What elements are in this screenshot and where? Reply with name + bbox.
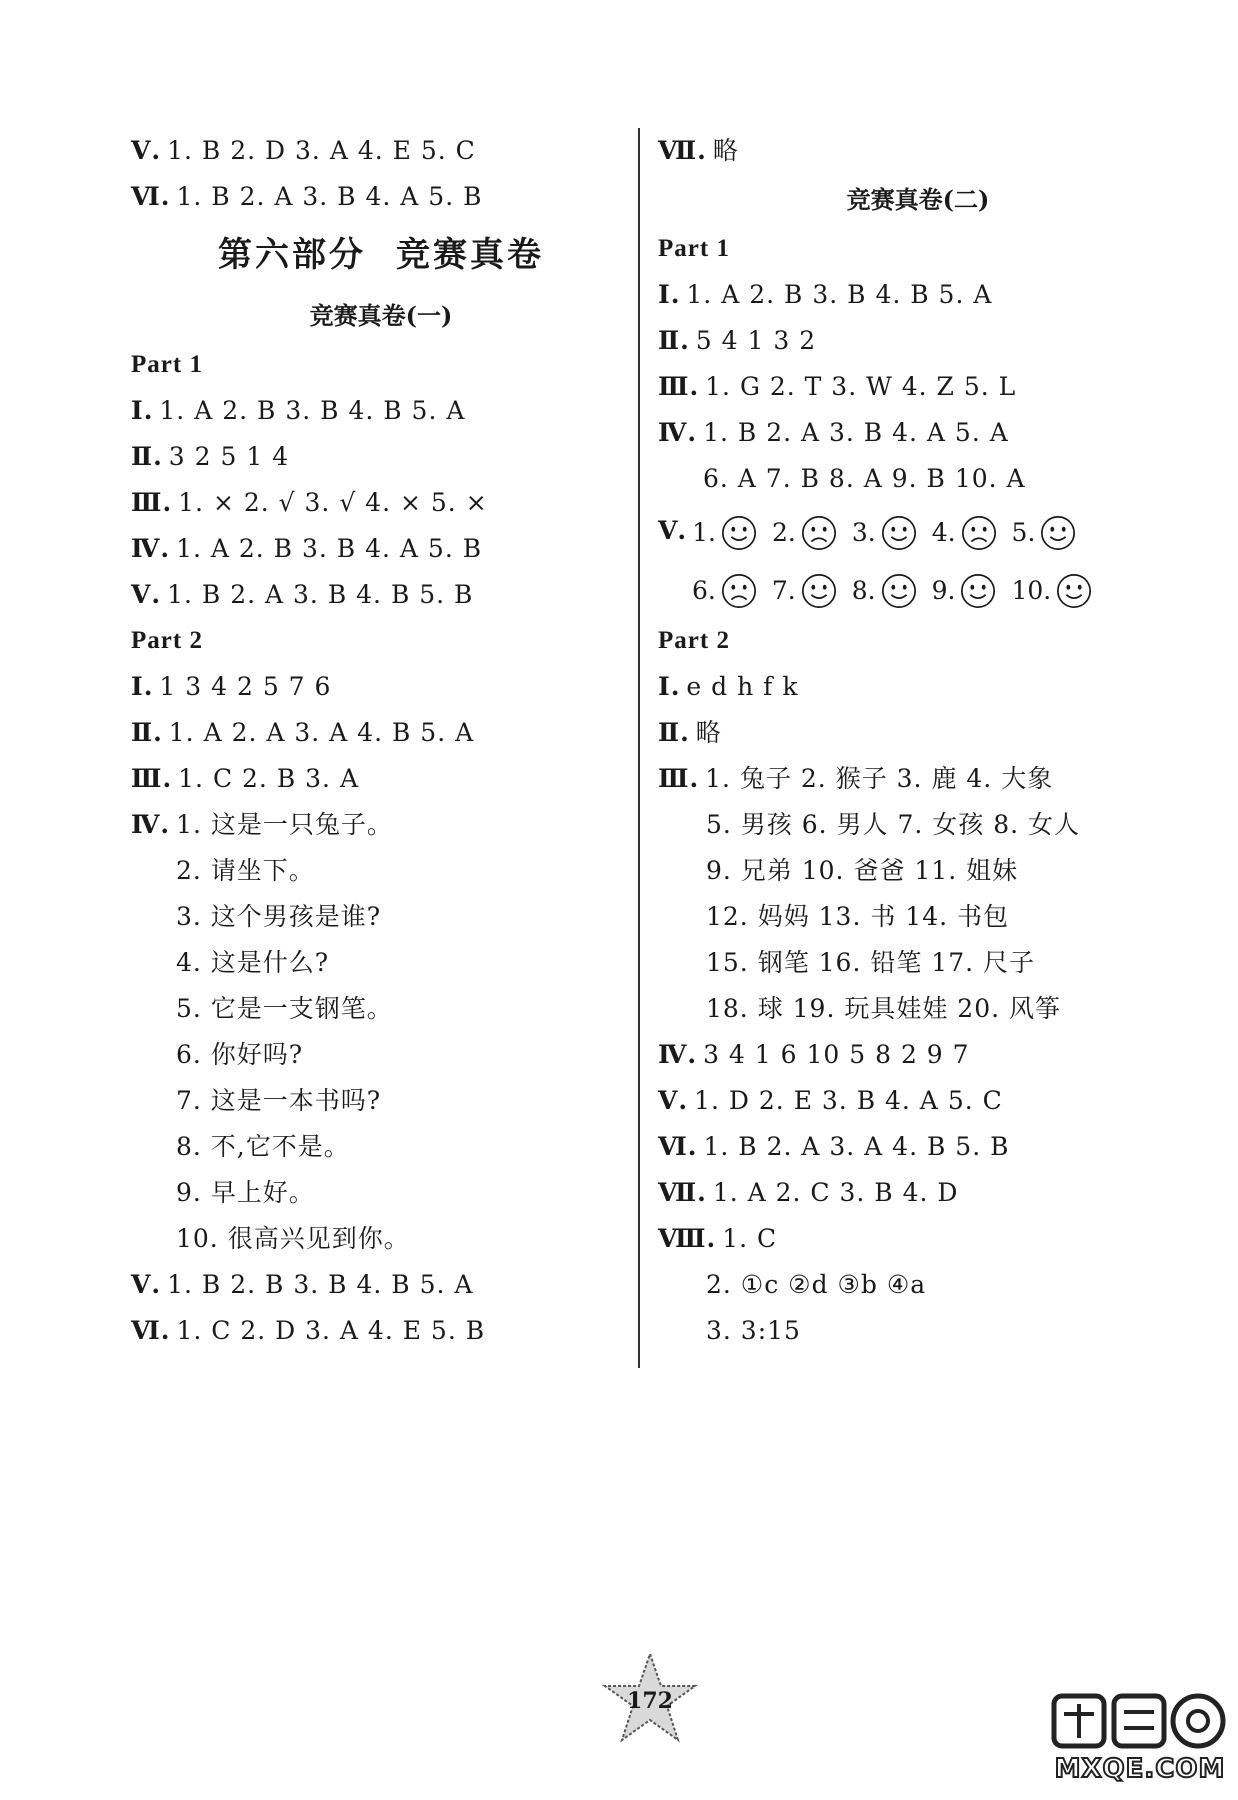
answer-line: Ⅲ. 1. C 2. B 3. A (131, 764, 360, 793)
answer-subline: 12. 妈妈 13. 书 14. 书包 (706, 902, 1010, 931)
answer-subline: 5. 男孩 6. 男人 7. 女孩 8. 女人 (706, 810, 1081, 839)
answer-subline: 10. 很高兴见到你。 (176, 1224, 410, 1253)
answer-line: Ⅶ. 1. A 2. C 3. B 4. D (658, 1178, 959, 1207)
answer-line: Ⅶ. 略 (658, 136, 739, 165)
answer-subline: 3. 3:15 (706, 1316, 801, 1345)
face-answer (772, 561, 838, 621)
section-title: 第六部分 竞赛真卷 (218, 235, 544, 275)
face-answers-row: Ⅴ. 1. 2. 3. 4. 5. (658, 502, 1178, 560)
face-answer (772, 503, 838, 563)
answer-line: Ⅱ. 1. A 2. A 3. A 4. B 5. A (131, 718, 475, 747)
face-answer-number: 7. (771, 576, 796, 606)
answer-subline: 9. 兄弟 10. 爸爸 11. 姐妹 (706, 856, 1019, 885)
page-number-badge (600, 1650, 700, 1750)
face-answer (932, 503, 998, 563)
answer-line: Ⅳ. 1. B 2. A 3. B 4. A 5. A (658, 418, 1009, 447)
answer-subline: 5. 它是一支钢笔。 (176, 994, 393, 1023)
answer-line: Ⅳ. 1. 这是一只兔子。 (131, 810, 393, 839)
sad-face-icon (800, 514, 838, 552)
smiley-face-icon (720, 514, 758, 552)
answer-line: Ⅳ. 3 4 1 6 10 5 8 2 9 7 (658, 1040, 970, 1069)
answer-line: Ⅰ. 1 3 4 2 5 7 6 (131, 672, 332, 701)
answer-line: Ⅲ. 1. G 2. T 3. W 4. Z 5. L (658, 372, 1017, 401)
left-column (131, 128, 631, 1354)
answer-line: Ⅰ. 1. A 2. B 3. B 4. B 5. A (131, 396, 466, 425)
answer-subline: 6. 你好吗? (176, 1040, 304, 1069)
face-answer (692, 561, 758, 621)
smiley-face-icon (1055, 572, 1093, 610)
answer-line: Ⅵ. 1. B 2. A 3. B 4. A 5. B (131, 182, 483, 211)
answer-line: Ⅲ. 1. 兔子 2. 猴子 3. 鹿 4. 大象 (658, 764, 1054, 793)
smiley-face-icon (800, 572, 838, 610)
part-label: Part 2 (131, 627, 203, 654)
watermark-icon (1050, 1690, 1230, 1760)
answer-line: Ⅴ. 1. B 2. D 3. A 4. E 5. C (131, 136, 476, 165)
watermark-logo (1050, 1690, 1230, 1798)
sad-face-icon (960, 514, 998, 552)
answer-line: Ⅰ. e d h f k (658, 672, 799, 701)
smiley-face-icon (880, 572, 918, 610)
face-answer-number: 6. (692, 576, 716, 606)
answer-subline: 7. 这是一本书吗? (176, 1086, 382, 1115)
face-answer (1012, 503, 1078, 563)
page-number: 172 (627, 1688, 673, 1714)
answer-subline: 8. 不,它不是。 (176, 1132, 350, 1161)
face-answer-number: 9. (931, 576, 956, 606)
face-answer-number: 1. (692, 518, 716, 548)
face-answers-row (658, 560, 1178, 618)
answer-subline: 2. ①c ②d ③b ④a (706, 1270, 927, 1299)
face-answer (852, 561, 918, 621)
face-answer-number: 3. (851, 518, 876, 548)
face-answer (1011, 561, 1093, 621)
answer-line: Ⅵ. 1. C 2. D 3. A 4. E 5. B (131, 1316, 486, 1345)
answer-subline: 6. A 7. B 8. A 9. B 10. A (703, 464, 1026, 493)
answer-line: Ⅴ. 1. B 2. B 3. B 4. B 5. A (131, 1270, 474, 1299)
answer-subline: 9. 早上好。 (176, 1178, 315, 1207)
answer-line: Ⅰ. 1. A 2. B 3. B 4. B 5. A (658, 280, 993, 309)
smiley-face-icon (880, 514, 918, 552)
smiley-face-icon (1039, 514, 1077, 552)
smiley-face-icon (959, 572, 997, 610)
face-answer-number: 8. (851, 576, 876, 606)
part-label: Part 1 (131, 351, 203, 378)
answer-subline: 18. 球 19. 玩具娃娃 20. 风筝 (706, 994, 1062, 1023)
face-answer (692, 503, 758, 563)
face-answer-number: 4. (931, 518, 956, 548)
answer-line: Ⅴ. 1. B 2. A 3. B 4. B 5. B (131, 580, 474, 609)
answer-line: Ⅱ. 5 4 1 3 2 (658, 326, 817, 355)
face-answer (932, 561, 998, 621)
sub-title: 竞赛真卷(二) (846, 185, 990, 214)
answer-subline: 4. 这是什么? (176, 948, 330, 977)
sub-title: 竞赛真卷(一) (309, 301, 453, 330)
watermark-text: MXQE.COM (1054, 1754, 1226, 1784)
answer-line: Ⅴ. 1. D 2. E 3. B 4. A 5. C (658, 1086, 1003, 1115)
face-answer-number: 10. (1011, 576, 1052, 606)
part-label: Part 2 (658, 627, 730, 654)
face-answer (852, 503, 918, 563)
sad-face-icon (720, 572, 758, 610)
answer-line: Ⅳ. 1. A 2. B 3. B 4. A 5. B (131, 534, 483, 563)
answer-line: Ⅷ. 1. C (658, 1224, 778, 1253)
answer-line: Ⅱ. 略 (658, 718, 722, 747)
right-column (658, 128, 1178, 1354)
face-answer-number: 5. (1011, 518, 1036, 548)
column-divider (638, 128, 640, 1368)
answer-subline: 2. 请坐下。 (176, 856, 315, 885)
answer-subline: 3. 这个男孩是谁? (176, 902, 382, 931)
part-label: Part 1 (658, 235, 730, 262)
answer-line: Ⅲ. 1. × 2. √ 3. √ 4. × 5. × (131, 488, 488, 517)
face-answer-number: 2. (771, 518, 796, 548)
answer-subline: 15. 钢笔 16. 铅笔 17. 尺子 (706, 948, 1036, 977)
answer-line: Ⅵ. 1. B 2. A 3. A 4. B 5. B (658, 1132, 1010, 1161)
answer-line: Ⅱ. 3 2 5 1 4 (131, 442, 290, 471)
